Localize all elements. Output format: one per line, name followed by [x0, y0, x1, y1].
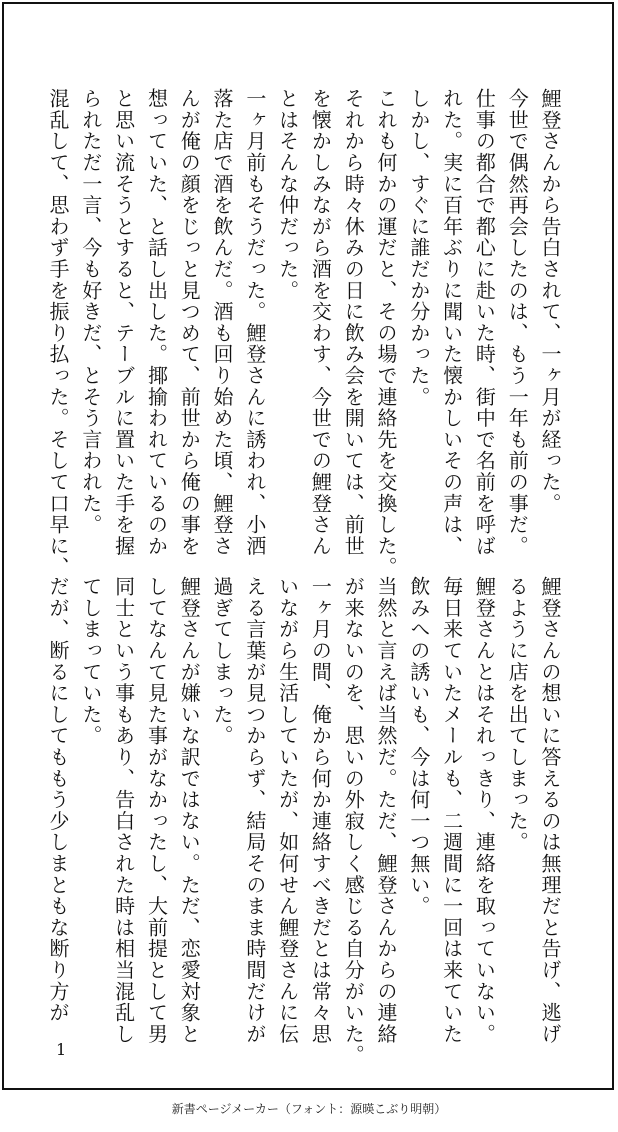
text-column: それから時々休みの日に飲み会を開いては、前世 — [341, 88, 366, 557]
text-column: 混乱して、思わず手を振り払った。そして口早に、 — [46, 88, 71, 578]
text-column: いながら生活していたが、如何せん鯉登さんに伝 — [275, 576, 300, 1045]
text-column: 鯉登さんから告白されて、一ヶ月が経った。 — [538, 88, 562, 514]
page-number: 1 — [56, 1040, 67, 1059]
text-column: 過ぎてしまった。 — [210, 576, 235, 747]
text-column: 仕事の都合で都心に赴いた時、街中で名前を呼ば — [472, 88, 497, 557]
text-column: れた。実に百年ぶりに聞いた懐かしいその声は、 — [439, 88, 464, 557]
text-column: 当然と言えば当然だ。ただ、鯉登さんからの連絡 — [374, 576, 399, 1045]
text-column: られただ一言、今も好きだ、とそう言われた。 — [78, 88, 103, 536]
text-block-top — [41, 88, 566, 578]
text-column: える言葉が見つからず、結局そのまま時間だけが — [242, 576, 267, 1045]
text-column: てしまっていた。 — [78, 576, 103, 747]
text-column: 一ヶ月の間、俺から何か連絡すべきだとは常々思 — [308, 576, 333, 1045]
text-column: だが、断るにしてももう少しまともな断り方が — [46, 576, 71, 1024]
text-block-bottom — [41, 576, 566, 1066]
text-column: と思い流そうとすると、テーブルに置いた手を握 — [111, 88, 136, 557]
text-column: 同士という事もあり、告白された時は相当混乱し — [111, 576, 136, 1045]
text-column: 想っていた、と話し出した。揶揄われているのか — [144, 88, 169, 557]
text-column: 一ヶ月前もそうだった。鯉登さんに誘われ、小洒 — [242, 88, 267, 557]
footer-credit: 新書ページメーカー（フォント：源暎こぶり明朝） — [171, 1102, 447, 1116]
text-column: 飲みへの誘いも、今は何一つ無い。 — [406, 576, 431, 917]
text-column: が来ないのを、思いの外寂しく感じる自分がいた。 — [341, 576, 366, 1066]
text-column: これも何かの運だと、その場で連絡先を交換した。 — [374, 88, 399, 578]
text-column: 落た店で酒を飲んだ。酒も回り始めた頃、鯉登さ — [210, 88, 235, 557]
text-column: 鯉登さんとはそれっきり、連絡を取っていない。 — [472, 576, 497, 1045]
text-column: とはそんな仲だった。 — [275, 88, 300, 301]
text-column: 鯉登さんが嫌いな訳ではない。ただ、恋愛対象と — [177, 576, 202, 1045]
text-column: 鯉登さんの想いに答えるのは無理だと告げ、逃げ — [538, 576, 562, 1045]
text-column: しかし、すぐに誰だか分かった。 — [406, 88, 431, 408]
text-column: 毎日来ていたメールも、二週間に一回は来ていた — [439, 576, 464, 1045]
text-column: してなんて見た事がなかったし、大前提として男 — [144, 576, 169, 1045]
page-frame — [2, 2, 614, 1090]
text-column: んが俺の顔をじっと見つめて、前世から俺の事を — [177, 88, 202, 557]
text-column: 今世で偶然再会したのは、もう一年も前の事だ。 — [505, 88, 530, 557]
text-column: るように店を出てしまった。 — [505, 576, 530, 853]
text-column: を懐かしみながら酒を交わす、今世での鯉登さん — [308, 88, 333, 557]
